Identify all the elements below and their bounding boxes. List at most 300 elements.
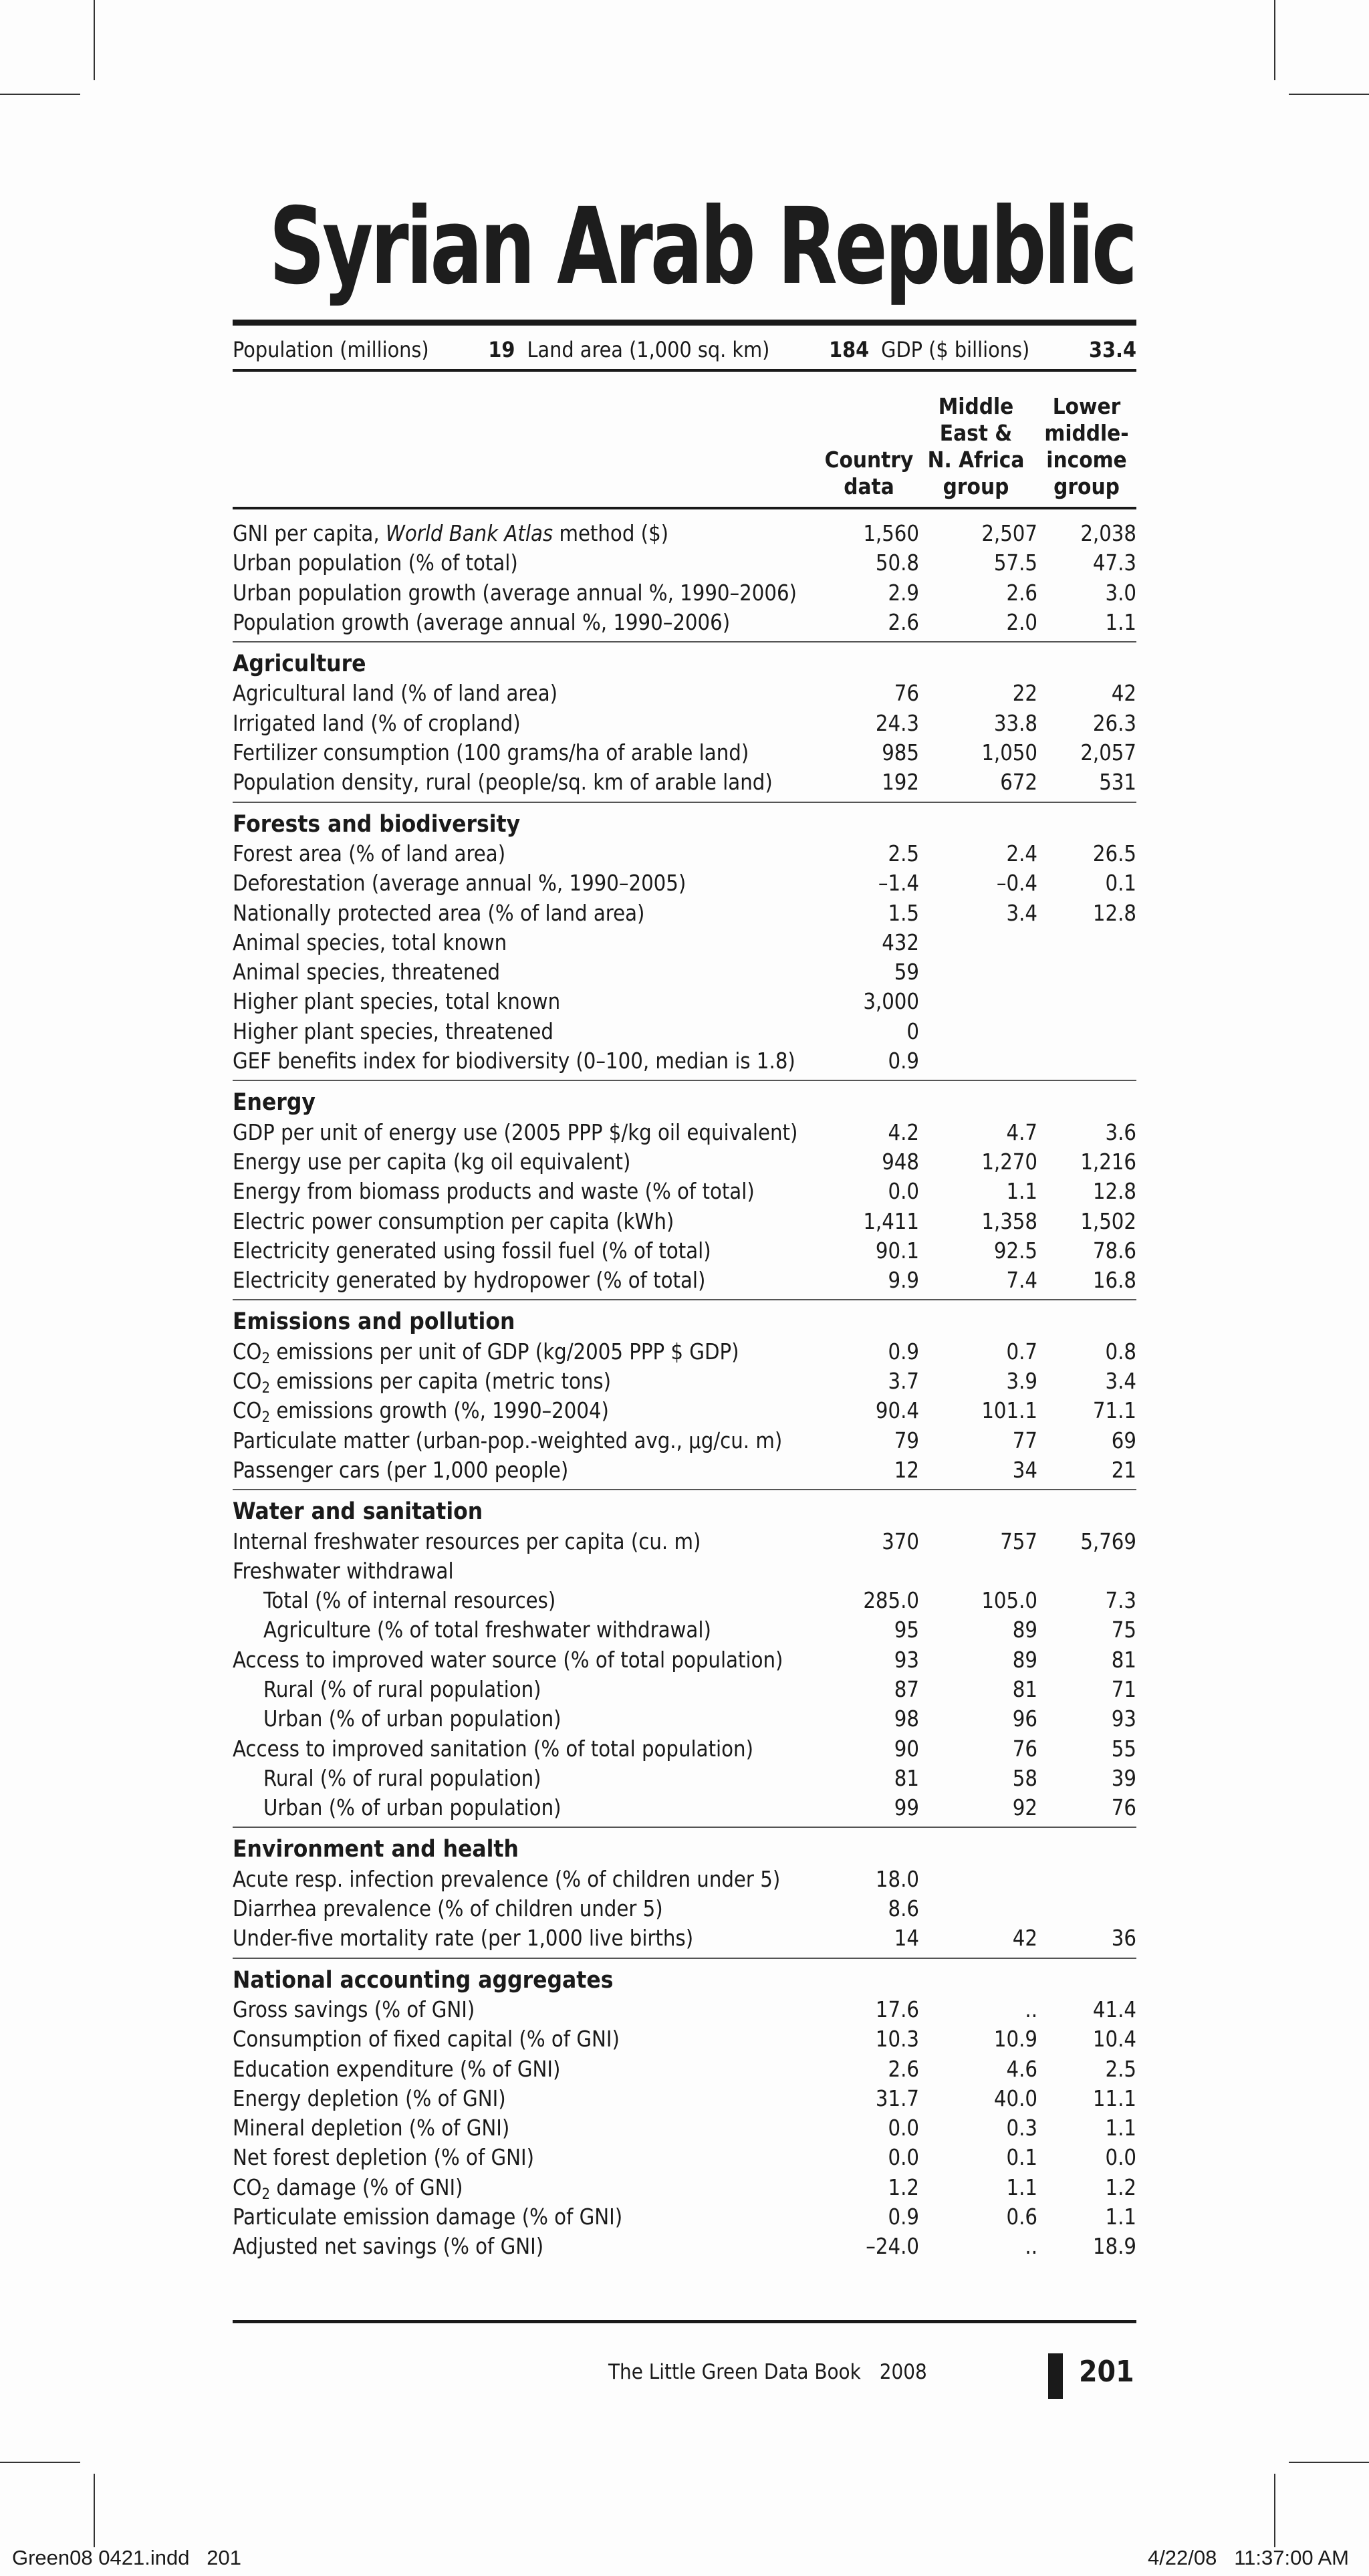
table-row bbox=[233, 1793, 1136, 1823]
region-value: 105.0 bbox=[981, 1588, 1037, 1614]
table-row bbox=[233, 2084, 1136, 2113]
region-value: 672 bbox=[1000, 770, 1037, 796]
country-value: 14 bbox=[894, 1925, 919, 1952]
row-label-text: Mineral depletion (% of GNI) bbox=[233, 2115, 510, 2141]
section-title-text: National accounting aggregates bbox=[233, 1966, 614, 1994]
income-value: 12.8 bbox=[1092, 1179, 1136, 1205]
region-value: 2.6 bbox=[1006, 580, 1037, 606]
table-row bbox=[233, 1764, 1136, 1793]
row-label-text: GDP per unit of energy use (2005 PPP $/kg oil equivalent) bbox=[233, 1119, 798, 1145]
row-label-text: Consumption of fixed capital (% of GNI) bbox=[233, 2026, 620, 2053]
land-value: 184 bbox=[829, 337, 870, 362]
country-value: 76 bbox=[894, 681, 919, 707]
row-label bbox=[233, 987, 560, 1016]
summary-rule bbox=[233, 369, 1136, 372]
row-label-text: Access to improved water source (% of total population) bbox=[233, 1647, 783, 1673]
country-value: 0.9 bbox=[888, 2204, 919, 2230]
country-value: 87 bbox=[894, 1676, 919, 1702]
book-title: The Little Green Data Book bbox=[608, 2360, 861, 2384]
row-label-text: Access to improved sanitation (% of total population) bbox=[233, 1736, 753, 1762]
row-label-text: Rural (% of rural population) bbox=[263, 1765, 541, 1791]
table-row bbox=[233, 1923, 1136, 1953]
book-year: 2008 bbox=[879, 2360, 927, 2384]
table-row bbox=[233, 839, 1136, 868]
country-value: 2.6 bbox=[888, 609, 919, 635]
country-value: 8.6 bbox=[888, 1896, 919, 1922]
income-value: 78.6 bbox=[1092, 1238, 1136, 1264]
indicator-table bbox=[233, 519, 1136, 2262]
income-value: 75 bbox=[1111, 1617, 1136, 1643]
row-label-text: CO bbox=[233, 2174, 262, 2200]
row-label bbox=[233, 2202, 622, 2232]
country-value: 9.9 bbox=[888, 1268, 919, 1294]
region-value: 0.6 bbox=[1006, 2204, 1037, 2230]
country-value: 370 bbox=[882, 1528, 919, 1554]
row-label bbox=[233, 839, 505, 868]
row-label-text: Energy depletion (% of GNI) bbox=[233, 2085, 506, 2111]
row-label-text: Adjusted net savings (% of GNI) bbox=[233, 2234, 544, 2260]
header-line: group bbox=[1053, 473, 1120, 499]
population-label: Population (millions) bbox=[233, 337, 429, 362]
country-value: 90.1 bbox=[875, 1238, 919, 1264]
country-value: 90.4 bbox=[875, 1398, 919, 1424]
row-label bbox=[233, 1236, 711, 1266]
region-value: 7.4 bbox=[1006, 1268, 1037, 1294]
section-title-text: Emissions and pollution bbox=[233, 1308, 515, 1336]
region-value: 57.5 bbox=[993, 550, 1037, 576]
section-title bbox=[233, 1307, 1136, 1336]
table-row bbox=[233, 2202, 1136, 2232]
row-label-text: CO bbox=[233, 1369, 262, 1395]
income-value: 69 bbox=[1111, 1427, 1136, 1453]
country-value: 2.5 bbox=[888, 840, 919, 866]
section-title bbox=[233, 1835, 1136, 1864]
population-value: 19 bbox=[488, 337, 515, 362]
country-value: 17.6 bbox=[875, 1996, 919, 2022]
table-row bbox=[233, 1046, 1136, 1076]
header-line: data bbox=[844, 473, 894, 499]
country-value: 3.7 bbox=[888, 1369, 919, 1395]
table-bottom-rule bbox=[233, 2320, 1136, 2323]
header-country bbox=[816, 447, 922, 500]
country-value: 0.0 bbox=[888, 2115, 919, 2141]
table-row bbox=[233, 1455, 1136, 1485]
gdp-label: GDP ($ billions) bbox=[881, 337, 1030, 362]
row-label bbox=[233, 1734, 753, 1764]
country-value: 95 bbox=[894, 1617, 919, 1643]
region-value: 76 bbox=[1012, 1736, 1037, 1762]
table-row bbox=[233, 1645, 1136, 1675]
region-value: 2.0 bbox=[1006, 609, 1037, 635]
section-title bbox=[233, 1088, 1136, 1117]
table-row bbox=[233, 957, 1136, 987]
row-label bbox=[233, 519, 668, 548]
row-label bbox=[233, 578, 797, 608]
row-label-text: GEF benefits index for biodiversity (0–100, median is 1.8) bbox=[233, 1048, 795, 1074]
country-value: 3,000 bbox=[863, 989, 919, 1015]
income-value: 41.4 bbox=[1092, 1996, 1136, 2022]
income-value: 26.3 bbox=[1092, 710, 1136, 736]
income-value: 39 bbox=[1111, 1765, 1136, 1791]
row-label-text: Urban (% of urban population) bbox=[263, 1706, 562, 1732]
row-label-text: Under-five mortality rate (per 1,000 live births) bbox=[233, 1925, 694, 1952]
row-label-text: Acute resp. infection prevalence (% of children under 5) bbox=[233, 1866, 781, 1892]
header-line: East & bbox=[939, 420, 1013, 446]
region-value: 81 bbox=[1012, 1676, 1037, 1702]
row-label-subscript: 2 bbox=[261, 1409, 271, 1427]
header-line: Country bbox=[824, 447, 914, 473]
region-value: 33.8 bbox=[993, 710, 1037, 736]
income-value: 26.5 bbox=[1092, 840, 1136, 866]
row-label-text: Urban population growth (average annual %, 1990–2006) bbox=[233, 580, 797, 606]
region-value: 92.5 bbox=[993, 1238, 1037, 1264]
country-value: 285.0 bbox=[863, 1588, 919, 1614]
region-value: 2,507 bbox=[981, 521, 1037, 546]
table-row bbox=[233, 519, 1136, 548]
row-label bbox=[233, 2084, 506, 2113]
country-value: 1,560 bbox=[863, 521, 919, 546]
row-label-text: Net forest depletion (% of GNI) bbox=[233, 2145, 535, 2171]
income-value: 3.4 bbox=[1105, 1369, 1136, 1395]
section-divider bbox=[233, 1489, 1136, 1497]
crop-mark bbox=[1289, 94, 1369, 95]
row-label bbox=[263, 1764, 541, 1793]
country-value: 0 bbox=[906, 1018, 919, 1044]
country-value: 0.9 bbox=[888, 1338, 919, 1365]
income-value: 81 bbox=[1111, 1647, 1136, 1673]
region-value: 2.4 bbox=[1006, 840, 1037, 866]
income-value: 3.0 bbox=[1105, 580, 1136, 606]
row-label-text: GNI per capita, bbox=[233, 521, 386, 546]
row-label bbox=[233, 1995, 475, 2024]
table-row bbox=[233, 868, 1136, 898]
country-value: 948 bbox=[882, 1149, 919, 1175]
crop-mark bbox=[94, 0, 95, 80]
table-row bbox=[233, 1556, 1136, 1586]
section-title-text: Agriculture bbox=[233, 651, 366, 678]
income-value: 531 bbox=[1099, 770, 1136, 796]
row-label-text: Fertilizer consumption (100 grams/ha of arable land) bbox=[233, 740, 749, 766]
country-value: 1.5 bbox=[888, 900, 919, 926]
table-row bbox=[233, 2173, 1136, 2202]
income-value: 42 bbox=[1111, 681, 1136, 707]
section-divider bbox=[233, 1299, 1136, 1307]
table-row bbox=[233, 1615, 1136, 1645]
row-label bbox=[233, 548, 518, 578]
table-row bbox=[233, 1426, 1136, 1455]
row-label-text: Urban population (% of total) bbox=[233, 550, 518, 576]
country-value: 0.0 bbox=[888, 2145, 919, 2171]
region-value: 89 bbox=[1012, 1617, 1037, 1643]
header-line: N. Africa bbox=[927, 447, 1025, 473]
row-label-text: Agriculture (% of total freshwater withdrawal) bbox=[263, 1617, 711, 1643]
region-value: 96 bbox=[1012, 1706, 1037, 1732]
income-value: 1,502 bbox=[1080, 1208, 1136, 1234]
country-value: 99 bbox=[894, 1795, 919, 1821]
table-row bbox=[233, 1337, 1136, 1367]
income-value: 0.1 bbox=[1105, 870, 1136, 897]
income-value: 76 bbox=[1111, 1795, 1136, 1821]
income-value: 1.1 bbox=[1105, 2204, 1136, 2230]
title-rule bbox=[233, 320, 1136, 326]
row-label bbox=[233, 1645, 783, 1675]
row-label bbox=[233, 1207, 674, 1236]
page-marker bbox=[1048, 2353, 1063, 2399]
section-divider bbox=[233, 1080, 1136, 1088]
region-value: 22 bbox=[1012, 681, 1037, 707]
row-label bbox=[233, 1046, 795, 1076]
table-row bbox=[233, 928, 1136, 957]
table-row bbox=[233, 768, 1136, 797]
table-row bbox=[233, 709, 1136, 738]
row-label-text: Population density, rural (people/sq. km of arable land) bbox=[233, 770, 773, 796]
table-row bbox=[233, 2232, 1136, 2261]
table-row bbox=[233, 1704, 1136, 1734]
country-value: –1.4 bbox=[878, 870, 919, 897]
row-label-subscript: 2 bbox=[261, 1350, 271, 1367]
income-value: 47.3 bbox=[1092, 550, 1136, 576]
row-label bbox=[233, 1147, 630, 1177]
row-label-text: Energy from biomass products and waste (% of total) bbox=[233, 1179, 755, 1205]
row-label-text: Diarrhea prevalence (% of children under 5) bbox=[233, 1896, 663, 1922]
section-title-text: Environment and health bbox=[233, 1836, 519, 1863]
region-value: 4.7 bbox=[1006, 1119, 1037, 1145]
row-label-text: emissions growth (%, 1990–2004) bbox=[270, 1398, 609, 1424]
row-label bbox=[233, 608, 730, 637]
row-label-text: Total (% of internal resources) bbox=[263, 1588, 556, 1614]
table-row bbox=[233, 1367, 1136, 1396]
country-value: 0.0 bbox=[888, 1179, 919, 1205]
income-value: 11.1 bbox=[1092, 2085, 1136, 2111]
row-label bbox=[233, 1367, 611, 1396]
row-label bbox=[263, 1704, 562, 1734]
country-value: 18.0 bbox=[875, 1866, 919, 1892]
country-value: 1,411 bbox=[863, 1208, 919, 1234]
country-value: 93 bbox=[894, 1647, 919, 1673]
row-label-text: Animal species, total known bbox=[233, 929, 507, 955]
section-title-text: Forests and biodiversity bbox=[233, 810, 521, 838]
country-value: 98 bbox=[894, 1706, 919, 1732]
region-value: 1,270 bbox=[981, 1149, 1037, 1175]
page-title: Syrian Arab Republic bbox=[269, 185, 1135, 308]
region-value: .. bbox=[1025, 1996, 1037, 2022]
table-row bbox=[233, 2143, 1136, 2172]
section-divider bbox=[233, 1827, 1136, 1835]
row-label-text: Electric power consumption per capita (kWh) bbox=[233, 1208, 674, 1234]
region-value: 34 bbox=[1012, 1457, 1037, 1483]
row-label-text: Electricity generated using fossil fuel (% of total) bbox=[233, 1238, 711, 1264]
gdp-value: 33.4 bbox=[1088, 337, 1136, 362]
table-row bbox=[233, 1586, 1136, 1615]
crop-mark bbox=[0, 2462, 80, 2463]
region-value: 3.9 bbox=[1006, 1369, 1037, 1395]
region-value: .. bbox=[1025, 2234, 1037, 2260]
income-value: 71 bbox=[1111, 1676, 1136, 1702]
region-value: 1,050 bbox=[981, 740, 1037, 766]
header-line: Lower bbox=[1052, 393, 1121, 419]
slug-file: Green08 0421.indd 201 bbox=[12, 2546, 241, 2569]
row-label bbox=[233, 957, 500, 987]
country-value: 59 bbox=[894, 959, 919, 985]
region-value: 1,358 bbox=[981, 1208, 1037, 1234]
table-row bbox=[233, 1527, 1136, 1556]
income-value: 0.8 bbox=[1105, 1338, 1136, 1365]
income-value: 1.1 bbox=[1105, 609, 1136, 635]
country-value: 4.2 bbox=[888, 1119, 919, 1145]
table-row bbox=[233, 2055, 1136, 2084]
row-label bbox=[233, 1556, 454, 1586]
table-row bbox=[233, 1236, 1136, 1266]
table-row bbox=[233, 1017, 1136, 1046]
row-label-text: Deforestation (average annual %, 1990–2005) bbox=[233, 870, 687, 897]
table-row bbox=[233, 1894, 1136, 1923]
row-label bbox=[263, 1675, 541, 1704]
row-label bbox=[233, 928, 507, 957]
row-label bbox=[233, 2055, 560, 2084]
region-value: 10.9 bbox=[993, 2026, 1037, 2053]
country-value: 31.7 bbox=[875, 2085, 919, 2111]
income-value: 10.4 bbox=[1092, 2026, 1136, 2053]
row-label bbox=[233, 2173, 463, 2202]
table-row bbox=[233, 2024, 1136, 2054]
row-label bbox=[263, 1586, 555, 1615]
row-label-text: Forest area (% of land area) bbox=[233, 840, 506, 866]
row-label-text: emissions per unit of GDP (kg/2005 PPP $ GDP) bbox=[270, 1338, 739, 1365]
country-value: 192 bbox=[882, 770, 919, 796]
row-label bbox=[233, 1396, 609, 1425]
row-label-text: Urban (% of urban population) bbox=[263, 1795, 562, 1821]
row-label-text: Nationally protected area (% of land area) bbox=[233, 900, 645, 926]
income-value: 2,038 bbox=[1080, 521, 1136, 546]
row-label-text: Rural (% of rural population) bbox=[263, 1676, 541, 1702]
region-value: 58 bbox=[1012, 1765, 1037, 1791]
region-value: 0.7 bbox=[1006, 1338, 1037, 1365]
row-label-text: Passenger cars (per 1,000 people) bbox=[233, 1457, 569, 1483]
row-label-text: method ($) bbox=[553, 521, 669, 546]
row-label-text: Particulate emission damage (% of GNI) bbox=[233, 2204, 623, 2230]
header-line: Middle bbox=[938, 393, 1014, 419]
row-label-text: Electricity generated by hydropower (% of total) bbox=[233, 1268, 706, 1294]
row-label-text: Irrigated land (% of cropland) bbox=[233, 710, 521, 736]
row-label bbox=[233, 709, 521, 738]
country-value: –24.0 bbox=[866, 2234, 919, 2260]
country-value: 50.8 bbox=[875, 550, 919, 576]
table-row bbox=[233, 899, 1136, 928]
region-value: 3.4 bbox=[1006, 900, 1037, 926]
row-label-text: Gross savings (% of GNI) bbox=[233, 1996, 475, 2022]
row-label bbox=[233, 868, 686, 898]
table-row bbox=[233, 2113, 1136, 2143]
page-number: 201 bbox=[1079, 2355, 1134, 2389]
row-label bbox=[233, 1118, 797, 1147]
header-region bbox=[926, 393, 1026, 500]
row-label-subscript: 2 bbox=[261, 1380, 271, 1397]
row-label-subscript: 2 bbox=[261, 2186, 271, 2203]
row-label bbox=[233, 899, 644, 928]
row-label bbox=[233, 2024, 620, 2054]
row-label bbox=[263, 1615, 711, 1645]
country-value: 1.2 bbox=[888, 2174, 919, 2200]
income-value: 1.2 bbox=[1105, 2174, 1136, 2200]
row-label bbox=[233, 2232, 543, 2261]
land-label: Land area (1,000 sq. km) bbox=[527, 337, 770, 362]
row-label-text: Particulate matter (urban-pop.-weighted avg., µg/cu. m) bbox=[233, 1427, 783, 1453]
row-label-text: Energy use per capita (kg oil equivalent) bbox=[233, 1149, 631, 1175]
header-line: group bbox=[943, 473, 1009, 499]
header-line: income bbox=[1046, 447, 1127, 473]
row-label bbox=[233, 1017, 553, 1046]
table-row bbox=[233, 1266, 1136, 1295]
income-value: 2,057 bbox=[1080, 740, 1136, 766]
income-value: 21 bbox=[1111, 1457, 1136, 1483]
country-value: 2.6 bbox=[888, 2056, 919, 2082]
country-value: 79 bbox=[894, 1427, 919, 1453]
row-label bbox=[233, 1426, 782, 1455]
row-label bbox=[233, 1177, 755, 1206]
row-label bbox=[233, 679, 557, 708]
section-title-text: Energy bbox=[233, 1089, 316, 1117]
country-value: 432 bbox=[882, 929, 919, 955]
row-label bbox=[233, 1455, 568, 1485]
table-row bbox=[233, 987, 1136, 1016]
row-label-text: CO bbox=[233, 1338, 262, 1365]
row-label bbox=[233, 2113, 509, 2143]
income-value: 18.9 bbox=[1092, 2234, 1136, 2260]
row-label bbox=[233, 738, 749, 768]
region-value: 1.1 bbox=[1006, 2174, 1037, 2200]
table-row bbox=[233, 679, 1136, 708]
row-label-text: Freshwater withdrawal bbox=[233, 1558, 454, 1584]
footer bbox=[608, 2360, 927, 2384]
section-title bbox=[233, 649, 1136, 679]
row-label bbox=[233, 1865, 780, 1894]
country-value: 90 bbox=[894, 1736, 919, 1762]
row-label-text: emissions per capita (metric tons) bbox=[270, 1369, 612, 1395]
crop-mark bbox=[1289, 2462, 1369, 2463]
country-value: 24.3 bbox=[875, 710, 919, 736]
summary-bar bbox=[233, 334, 1136, 365]
region-value: 4.6 bbox=[1006, 2056, 1037, 2082]
table-row bbox=[233, 738, 1136, 768]
row-label-text: CO bbox=[233, 1398, 262, 1424]
region-value: 0.1 bbox=[1006, 2145, 1037, 2171]
table-row bbox=[233, 608, 1136, 637]
table-row bbox=[233, 1995, 1136, 2024]
region-value: 42 bbox=[1012, 1925, 1037, 1952]
income-value: 55 bbox=[1111, 1736, 1136, 1762]
section-title bbox=[233, 1966, 1136, 1995]
table-row bbox=[233, 1865, 1136, 1894]
row-label-text: Higher plant species, total known bbox=[233, 989, 561, 1015]
row-label bbox=[233, 1923, 693, 1953]
header-income bbox=[1035, 393, 1138, 500]
country-value: 81 bbox=[894, 1765, 919, 1791]
income-value: 12.8 bbox=[1092, 900, 1136, 926]
income-value: 71.1 bbox=[1092, 1398, 1136, 1424]
row-label-text: Education expenditure (% of GNI) bbox=[233, 2056, 561, 2082]
header-rule bbox=[233, 507, 1136, 509]
row-label bbox=[233, 1894, 663, 1923]
crop-mark bbox=[1274, 0, 1275, 80]
region-value: 40.0 bbox=[993, 2085, 1037, 2111]
country-value: 10.3 bbox=[875, 2026, 919, 2053]
region-value: 89 bbox=[1012, 1647, 1037, 1673]
income-value: 1.1 bbox=[1105, 2115, 1136, 2141]
income-value: 7.3 bbox=[1105, 1588, 1136, 1614]
row-label-text: Population growth (average annual %, 1990–2006) bbox=[233, 609, 731, 635]
income-value: 2.5 bbox=[1105, 2056, 1136, 2082]
income-value: 93 bbox=[1111, 1706, 1136, 1732]
